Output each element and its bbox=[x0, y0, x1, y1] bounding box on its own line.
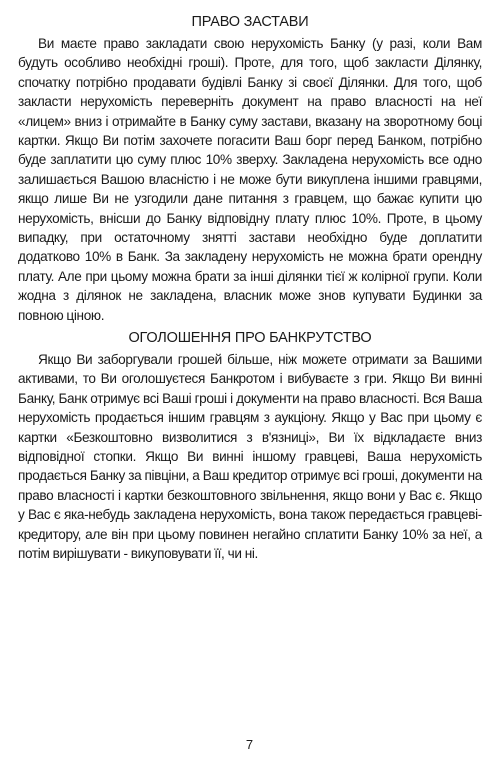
section-body-mortgage: Ви маєте право закладати свою нерухомість Банку (у разі, коли Вам будуть особливо необхідні гроші). Проте, для того, щоб закласти Ділянку, спочатку потрібно продавати будівлі Банку зі своєї Ділянки. Для того, щоб закласти нерухомість переверніть документ на право власності на неї «лицем» вниз і отримайте в Банку суму застави, вказану на зворотному боці картки. Якщо Ви потім захочете погасити Ваш борг перед Банком, потрібно буде заплатити цю суму плюс 10% зверху. Закладена нерухомість все одно залишається Вашою власністю і не може бути викуплена іншими гравцями, якщо лише Ви не узгодили дане питання з гравцем, що бажає купити цю нерухомість, внісши до Банку відповідну плату плюс 10%. Проте, в цьому випадку, при остаточному знятті застави необхідно буде доплатити додатково 10% в Банк. За закладену нерухомість не можна брати орендну плату. Але при цьому можна брати за інші ділянки тієї ж колірної групи. Коли жодна з ділянок не закладена, власник може знов купувати Будинки за повною ціною. bbox=[18, 36, 482, 323]
section-bankruptcy bbox=[18, 328, 482, 563]
page-number: 7 bbox=[245, 737, 254, 752]
section-heading-bankruptcy: ОГОЛОШЕННЯ ПРО БАНКРУТСТВО bbox=[128, 330, 372, 346]
section-body-bankruptcy: Якщо Ви заборгували грошей більше, ніж можете отримати за Вашими активами, то Ви оголошуєтеся Банкротом і вибуваєте з гри. Якщо Ви винні Банку, Банк отримує всі Ваші гроші і документи на право власності. Вся Ваша нерухомість продається іншим гравцям з аукціону. Якщо у Вас при цьому є картки «Безкоштовно визволитися з в'язниці», Ви їх відкладаєте вниз відповідної стопки. Якщо Ви винні іншому гравцеві, Ваша нерухомість продається Банку за півціни, а Ваш кредитор отримує всі гроші, документи на право власності і картки безкоштовного звільнення, якщо вони у Вас є. Якщо у Вас є яка-небудь закладена нерухомість, вона також передається гравцеві-кредитору, але він при цьому повинен негайно сплатити Банку 10% за неї, а потім вирішувати - викуповувати її, чи ні. bbox=[18, 352, 482, 562]
section-mortgage bbox=[18, 12, 482, 325]
section-heading-mortgage: ПРАВО ЗАСТАВИ bbox=[191, 14, 309, 30]
